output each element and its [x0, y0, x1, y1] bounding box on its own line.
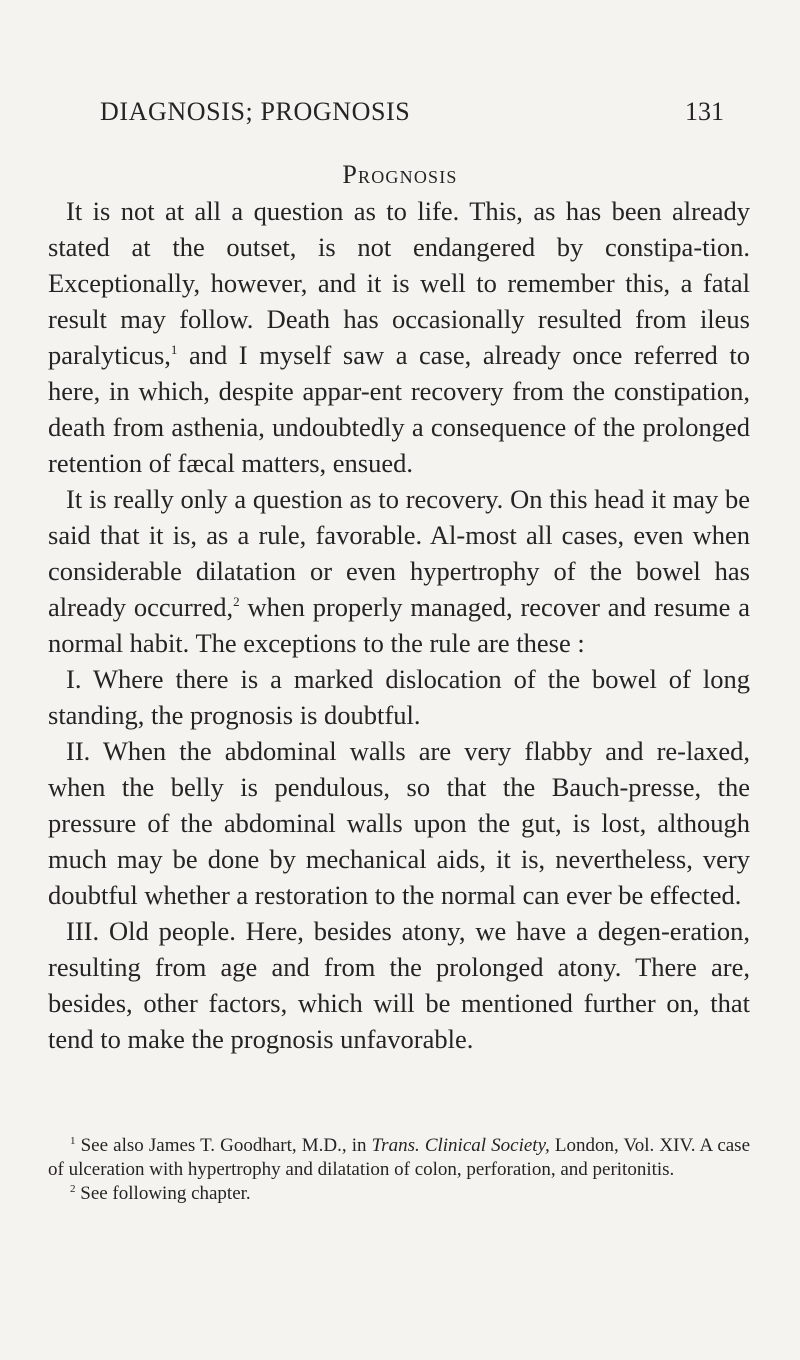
paragraph-1-text-a: It is not at all a question as to life. This, as has been already stated at the outset, is not endangered by constipa-tion. Exceptionally, however, and it is well to remember this, a fatal result may follow. Death has occasionally resulted from ileus paralyticus,: [48, 196, 750, 370]
footnote-1-text-b: London, Vol. XIV. A case of ulceration with hypertrophy and dilatation of colon, perforation, and peritonitis.: [48, 1135, 751, 1180]
footnote-1-marker: 1: [70, 1135, 76, 1147]
running-head: [48, 92, 750, 132]
paragraph-3: I. Where there is a marked dislocation of the bowel of long standing, the prognosis is doubtful.: [48, 664, 750, 730]
paragraph-5: III. Old people. Here, besides atony, we have a degen-eration, resulting from age and from the prolonged atony. There are, besides, other factors, which will be mentioned further on, that tend to make the prognosis unfavorable.: [48, 916, 750, 1054]
footnote-ref-1: 1: [170, 342, 178, 357]
paragraph-1: [48, 193, 750, 481]
page-number: 131: [685, 97, 724, 126]
paragraph-4: II. When the abdominal walls are very flabby and re-laxed, when the belly is pendulous, so that the Bauch-presse, the pressure of the abdominal walls upon the gut, is lost, although much may be done by mechanical aids, it is, nevertheless, very doubtful whether a restoration to the normal can ever be effected.: [48, 736, 750, 910]
paragraph-2-text-b: when properly managed, recover and resume a normal habit. The exceptions to the rule are these :: [48, 592, 750, 658]
footnotes: [48, 1134, 750, 1206]
footnote-1: [48, 1134, 750, 1182]
footnote-2: [48, 1182, 750, 1206]
section-title: Prognosis: [342, 160, 458, 189]
paragraph-1-text-b: and I myself saw a case, already once referred to here, in which, despite appar-ent recovery from the constipation, death from asthenia, undoubtedly a consequence of the prolonged retention of fæcal matters, ensued.: [48, 340, 750, 478]
footnote-1-journal: Trans. Clinical Society,: [371, 1135, 550, 1156]
body-text: [48, 193, 750, 1057]
running-title: DIAGNOSIS; PROGNOSIS: [100, 97, 411, 126]
paragraph-2-text-a: It is really only a question as to recovery. On this head it may be said that it is, as a rule, favorable. Al-most all cases, even when considerable dilatation or even hypertrophy of the bowel has already occurred,: [48, 484, 750, 622]
footnote-2-marker: 2: [70, 1183, 76, 1195]
footnote-ref-2: 2: [233, 594, 240, 609]
footnote-1-text-a: See also James T. Goodhart, M.D., in: [75, 1135, 372, 1156]
paragraph-2: [48, 481, 750, 661]
footnote-2-text: See following chapter.: [75, 1183, 251, 1204]
